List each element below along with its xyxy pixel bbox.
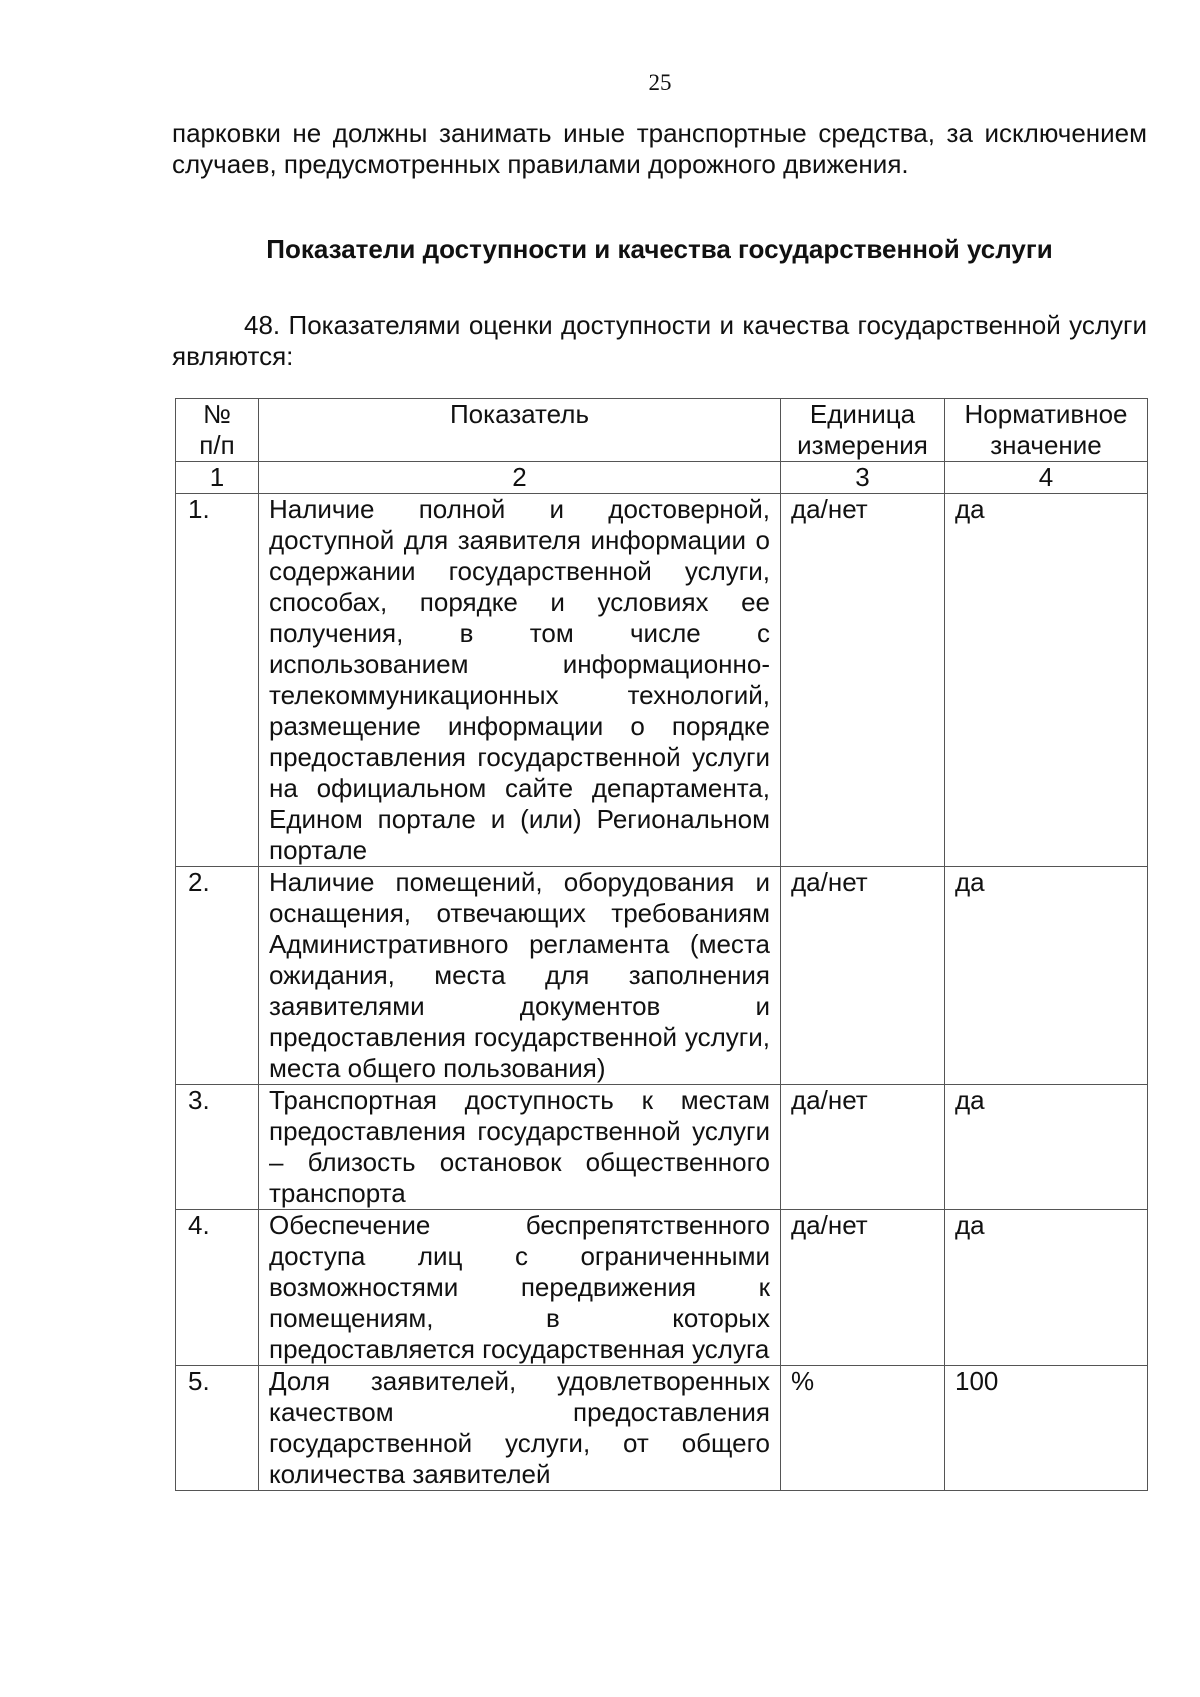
row-indicator: Транспортная доступность к местам предоставления государственной услуги – близость остановок общественного транспорта: [259, 1085, 781, 1210]
row-indicator: Наличие помещений, оборудования и оснащения, отвечающих требованиям Административного регламента (места ожидания, места для заполнения заявителями документов и предоставления государственной услуги, места общего пользования): [259, 867, 781, 1085]
table-row: [176, 867, 1148, 1085]
row-norm: да: [945, 1210, 1148, 1366]
row-unit: да/нет: [781, 1085, 945, 1210]
row-unit: да/нет: [781, 1210, 945, 1366]
row-number: 4.: [176, 1210, 259, 1366]
header-norm: Нормативное значение: [945, 399, 1148, 462]
column-number: 3: [781, 462, 945, 494]
table-row: [176, 494, 1148, 867]
section-heading: Показатели доступности и качества государственной услуги: [266, 234, 1053, 264]
row-unit: да/нет: [781, 494, 945, 867]
row-norm: да: [945, 867, 1148, 1085]
row-unit: да/нет: [781, 867, 945, 1085]
table-row: [176, 1085, 1148, 1210]
column-number: 4: [945, 462, 1148, 494]
row-norm: да: [945, 494, 1148, 867]
row-indicator: Наличие полной и достоверной, доступной для заявителя информации о содержании государственной услуги, способах, порядке и условиях ее получения, в том числе с использованием информационно-телекоммуникационных технологий, размещение информации о порядке предоставления государственной услуги на официальном сайте департамента, Едином портале и (или) Региональном портале: [259, 494, 781, 867]
intro-paragraph: 48. Показателями оценки доступности и качества государственной услуги являются:: [172, 310, 1147, 371]
header-number: № п/п: [176, 399, 259, 462]
column-number-row: [176, 462, 1148, 494]
row-unit: %: [781, 1366, 945, 1491]
row-number: 1.: [176, 494, 259, 867]
row-indicator: Доля заявителей, удовлетворенных качеством предоставления государственной услуги, от общего количества заявителей: [259, 1366, 781, 1491]
continuation-paragraph: парковки не должны занимать иные транспортные средства, за исключением случаев, предусмотренных правилами дорожного движения.: [172, 118, 1147, 179]
row-number: 5.: [176, 1366, 259, 1491]
row-number: 2.: [176, 867, 259, 1085]
indicators-table: [175, 398, 1148, 1491]
table-row: [176, 1366, 1148, 1491]
page-number: 25: [648, 70, 672, 95]
row-number: 3.: [176, 1085, 259, 1210]
header-indicator: Показатель: [259, 399, 781, 462]
column-number: 2: [259, 462, 781, 494]
table-row: [176, 1210, 1148, 1366]
header-unit: Единица измерения: [781, 399, 945, 462]
row-norm: да: [945, 1085, 1148, 1210]
row-norm: 100: [945, 1366, 1148, 1491]
row-indicator: Обеспечение беспрепятственного доступа лиц с ограниченными возможностями передвижения к помещениям, в которых предоставляется государственная услуга: [259, 1210, 781, 1366]
column-number: 1: [176, 462, 259, 494]
table-header-row: [176, 399, 1148, 462]
